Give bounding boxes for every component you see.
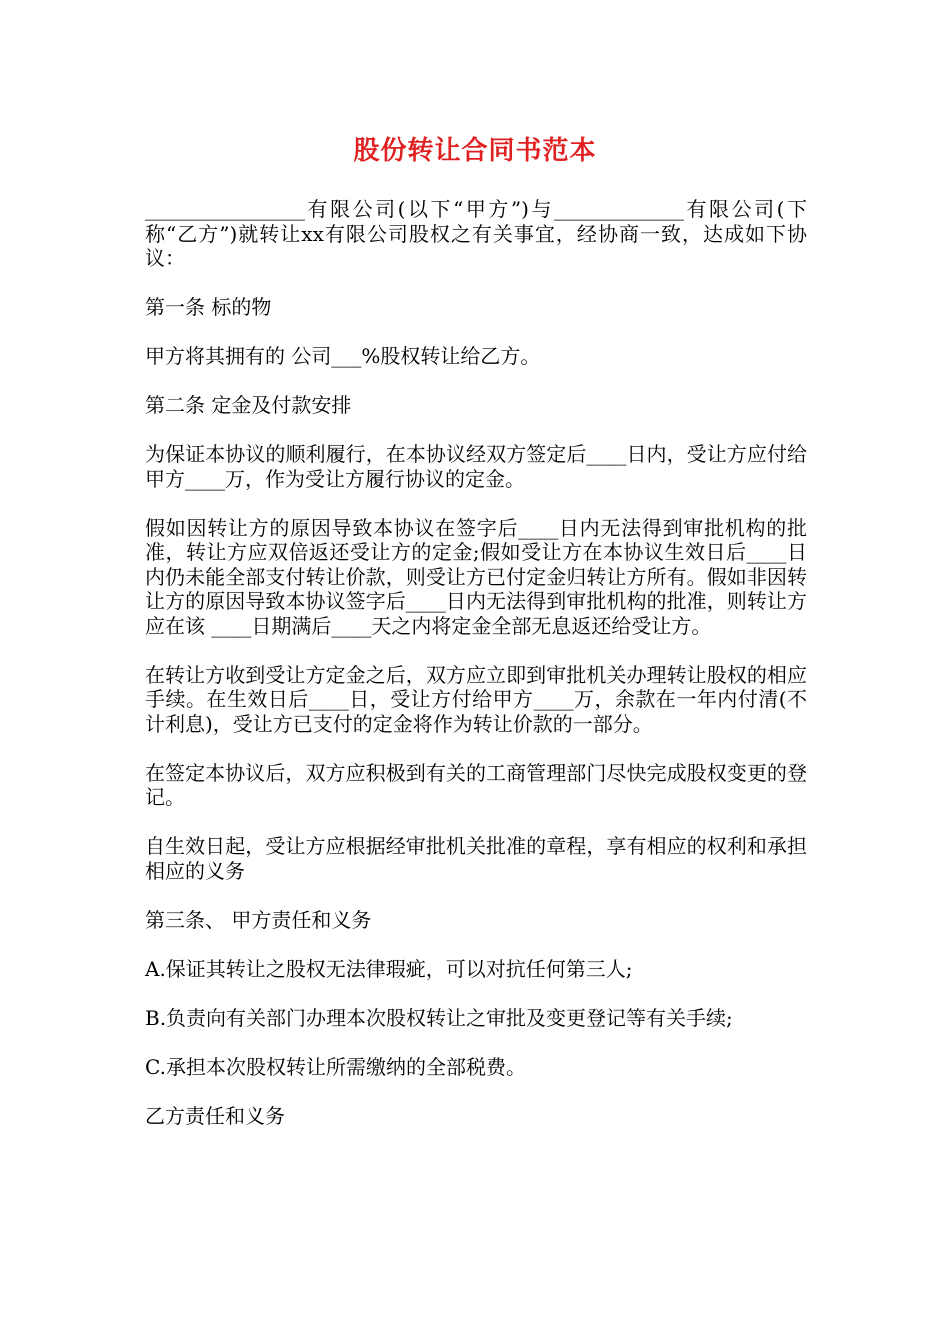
registration-paragraph: 在签定本协议后，双方应积极到有关的工商管理部门尽快完成股权变更的登记。 [145, 760, 807, 809]
party-a-duty-c: C.承担本次股权转让所需缴纳的全部税费。 [145, 1054, 526, 1079]
party-b-duties-heading: 乙方责任和义务 [145, 1103, 285, 1128]
party-a-duty-b: B.负责向有关部门办理本次股权转让之审批及变更登记等有关手续; [145, 1005, 733, 1030]
document-body [145, 197, 807, 1153]
payment-paragraph: 在转让方收到受让方定金之后，双方应立即到审批机关办理转让股权的相应手续。在生效日后____日，受让方付给甲方____万，余款在一年内付清(不计利息)，受让方已支付的定金将作为转让价款的一部分。 [145, 662, 807, 736]
article-two-heading: 第二条 定金及付款安排 [145, 393, 352, 417]
subject-matter-paragraph: 甲方将其拥有的 公司___%股权转让给乙方。 [145, 344, 541, 368]
deposit-refund-paragraph: 假如因转让方的原因导致本协议在签字后____日内无法得到审批机构的批准，转让方应双倍返还受让方的定金;假如受让方在本协议生效日后____日内仍未能全部支付转让价款，则受让方已付定金归转让方所有。假如非因转让方的原因导致本协议签字后____日内无法得到审批机构的批准，则转让方应在该 ____日期满后____天之内将定金全部无息返还给受让方。 [145, 515, 807, 638]
document-title: 股份转让合同书范本 [353, 136, 597, 166]
rights-paragraph: 自生效日起，受让方应根据经审批机关批准的章程，享有相应的权利和承担相应的义务 [145, 834, 807, 883]
preamble-paragraph: ________________有限公司(以下“甲方”)与_____________有限公司(下称“乙方”)就转让xx有限公司股权之有关事宜，经协商一致，达成如下协议： [145, 197, 807, 270]
article-three-heading: 第三条、 甲方责任和义务 [145, 907, 372, 932]
party-a-duty-a: A.保证其转让之股权无法律瑕疵，可以对抗任何第三人; [145, 956, 633, 981]
deposit-paragraph: 为保证本协议的顺利履行，在本协议经双方签定后____日内，受让方应付给甲方____万，作为受让方履行协议的定金。 [145, 442, 807, 491]
article-one-heading: 第一条 标的物 [145, 295, 272, 319]
